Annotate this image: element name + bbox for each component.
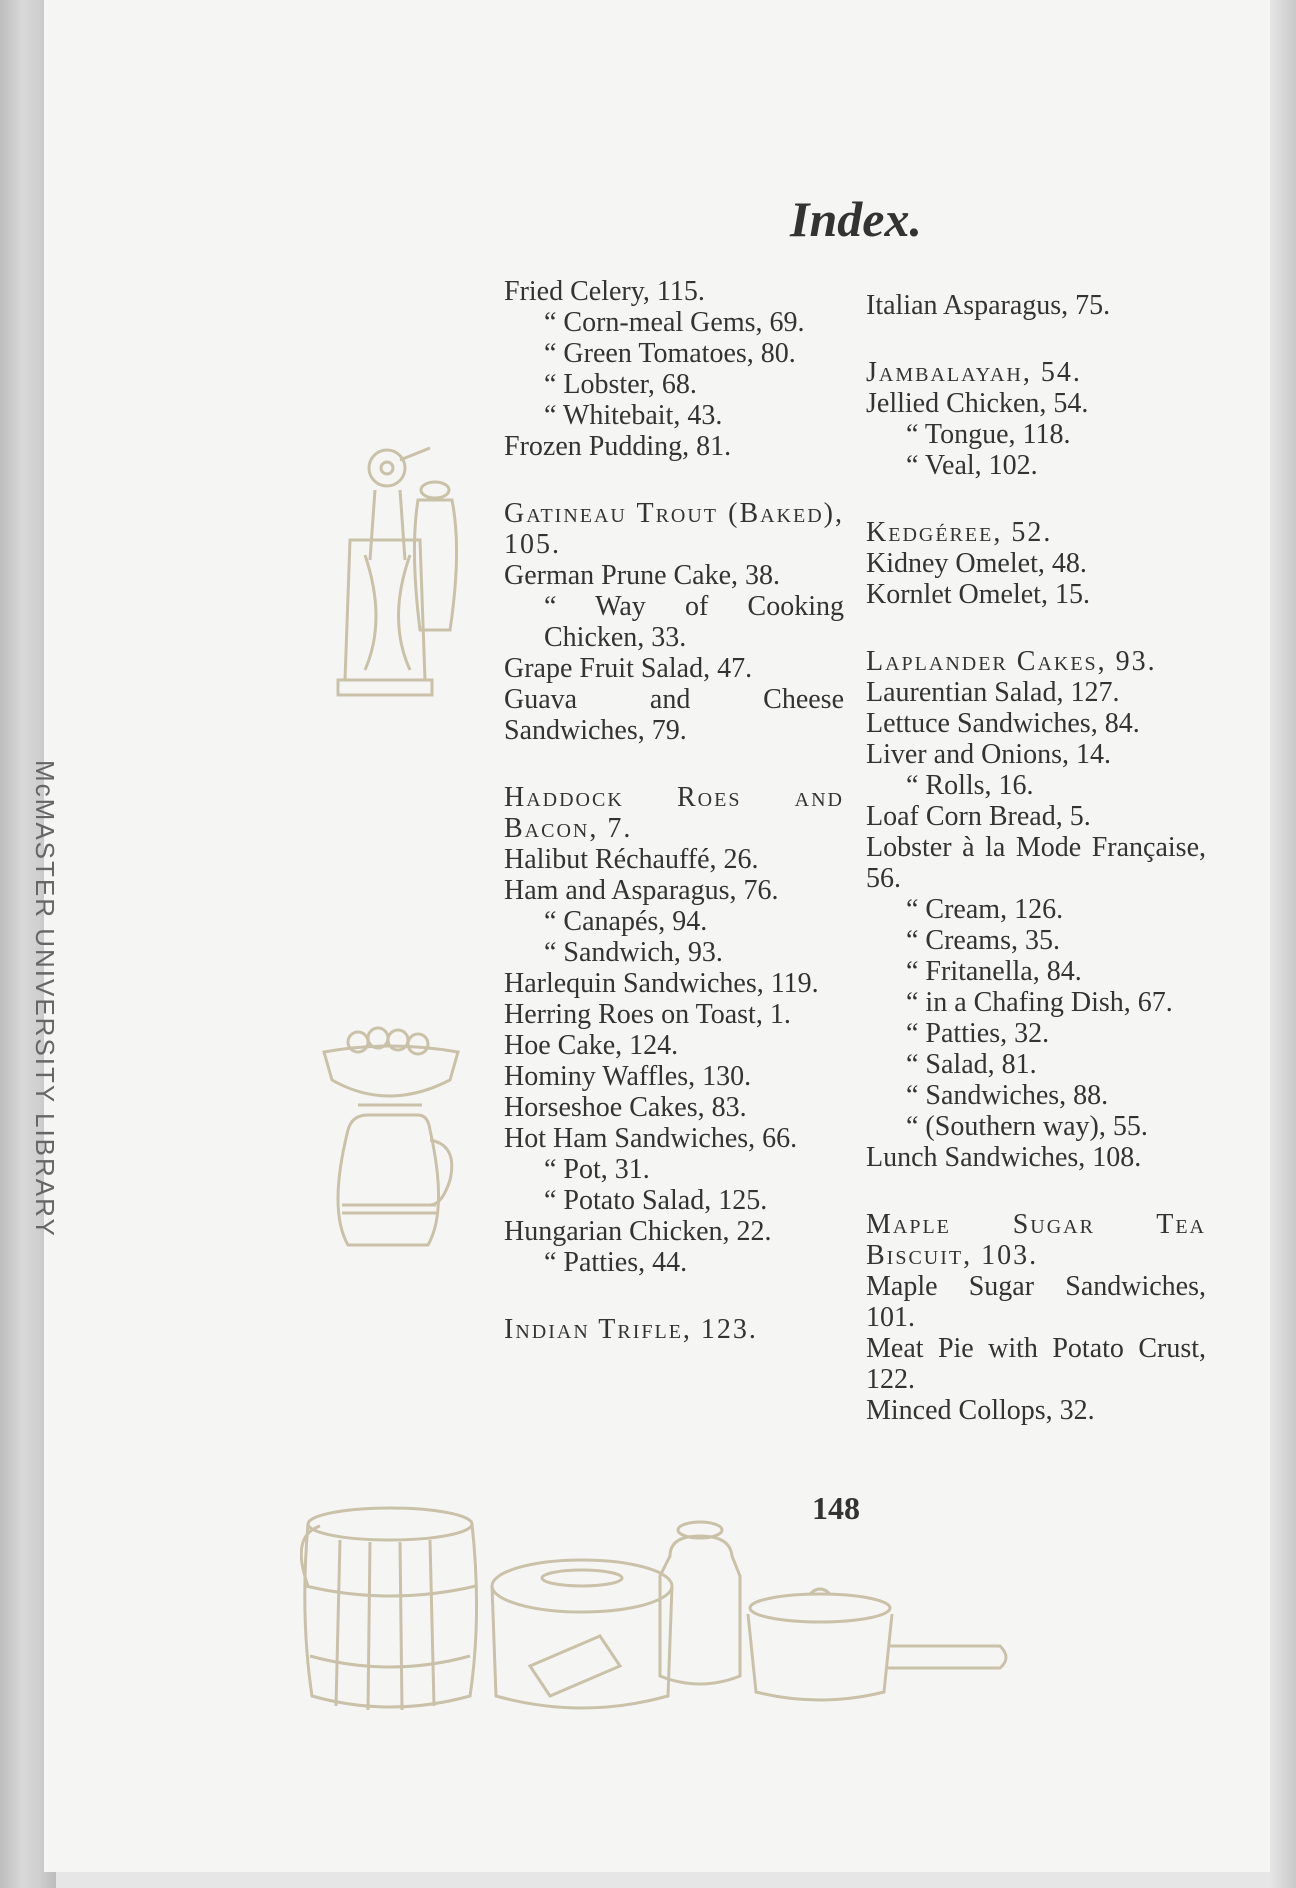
- index-entry: Jellied Chicken, 54.: [866, 388, 1089, 419]
- index-entry: “ Patties, 32.: [906, 1018, 1050, 1049]
- ice-cream-freezer-illustration: [330, 440, 480, 700]
- index-entry: Lobster à la Mode Française, 56.: [866, 832, 1206, 894]
- index-entry: “ Lobster, 68.: [544, 369, 697, 400]
- index-entry: Hungarian Chicken, 22.: [504, 1216, 772, 1247]
- index-entry: “ Potato Salad, 125.: [544, 1185, 768, 1216]
- index-entry: Hominy Waffles, 130.: [504, 1061, 752, 1092]
- page-title: Index.: [790, 191, 922, 247]
- index-entry: “ Veal, 102.: [906, 450, 1038, 481]
- index-entry: “ Salad, 81.: [906, 1049, 1037, 1080]
- index-entry: Harlequin Sandwiches, 119.: [504, 968, 819, 999]
- index-entry: “ Tongue, 118.: [906, 419, 1071, 450]
- cookware-illustration: [300, 1496, 1020, 1726]
- page-number: 148: [812, 1490, 860, 1526]
- index-entry: “ Whitebait, 43.: [544, 400, 723, 431]
- index-entry: Maple Sugar Tea Biscuit, 103.: [866, 1209, 1206, 1271]
- index-entry: Halibut Réchauffé, 26.: [504, 844, 759, 875]
- index-entry: Gatineau Trout (Baked), 105.: [504, 498, 844, 560]
- index-entry: Lettuce Sandwiches, 84.: [866, 708, 1140, 739]
- index-entry: Hot Ham Sandwiches, 66.: [504, 1123, 798, 1154]
- index-column-left: [504, 276, 844, 1345]
- index-entry: “ Way of Cooking Chicken, 33.: [544, 591, 844, 653]
- index-entry: “ Green Tomatoes, 80.: [544, 338, 796, 369]
- index-column-right: [866, 290, 1206, 1426]
- index-entry: “ Cream, 126.: [906, 894, 1064, 925]
- index-entry: Grape Fruit Salad, 47.: [504, 653, 753, 684]
- index-entry: Herring Roes on Toast, 1.: [504, 999, 791, 1030]
- index-entry: Laplander Cakes, 93.: [866, 646, 1157, 677]
- index-entry: Kedgéree, 52.: [866, 517, 1053, 548]
- page-edge: [1270, 0, 1296, 1888]
- index-entry: Liver and Onions, 14.: [866, 739, 1111, 770]
- index-entry: Jambalayah, 54.: [866, 357, 1082, 388]
- index-entry: “ Corn-meal Gems, 69.: [544, 307, 805, 338]
- index-entry: “ Canapés, 94.: [544, 906, 708, 937]
- index-entry: Horseshoe Cakes, 83.: [504, 1092, 747, 1123]
- index-entry: “ Fritanella, 84.: [906, 956, 1082, 987]
- index-entry: “ Sandwiches, 88.: [906, 1080, 1109, 1111]
- index-entry: German Prune Cake, 38.: [504, 560, 781, 591]
- index-entry: “ Sandwich, 93.: [544, 937, 723, 968]
- library-stamp: McMASTER UNIVERSITY LIBRARY: [30, 760, 60, 1238]
- index-entry: Meat Pie with Potato Crust, 122.: [866, 1333, 1206, 1395]
- index-entry: Kidney Omelet, 48.: [866, 548, 1087, 579]
- index-entry: Laurentian Salad, 127.: [866, 677, 1120, 708]
- index-entry: Loaf Corn Bread, 5.: [866, 801, 1091, 832]
- index-entry: Indian Trifle, 123.: [504, 1314, 758, 1345]
- index-entry: Maple Sugar Sandwiches, 101.: [866, 1271, 1206, 1333]
- index-entry: Ham and Asparagus, 76.: [504, 875, 779, 906]
- index-entry: “ Patties, 44.: [544, 1247, 688, 1278]
- index-entry: Hoe Cake, 124.: [504, 1030, 679, 1061]
- index-entry: Minced Collops, 32.: [866, 1395, 1095, 1426]
- index-entry: “ Pot, 31.: [544, 1154, 650, 1185]
- index-entry: Frozen Pudding, 81.: [504, 431, 732, 462]
- index-entry: Italian Asparagus, 75.: [866, 290, 1111, 321]
- index-entry: “ (Southern way), 55.: [906, 1111, 1148, 1142]
- index-entry: “ in a Chafing Dish, 67.: [906, 987, 1173, 1018]
- index-entry: Kornlet Omelet, 15.: [866, 579, 1090, 610]
- bowl-and-pitcher-illustration: [318, 1020, 468, 1270]
- index-entry: Fried Celery, 115.: [504, 276, 705, 307]
- index-entry: “ Creams, 35.: [906, 925, 1060, 956]
- index-entry: Haddock Roes and Bacon, 7.: [504, 782, 844, 844]
- index-entry: “ Rolls, 16.: [906, 770, 1034, 801]
- index-entry: Guava and Cheese Sandwiches, 79.: [504, 684, 844, 746]
- index-entry: Lunch Sandwiches, 108.: [866, 1142, 1142, 1173]
